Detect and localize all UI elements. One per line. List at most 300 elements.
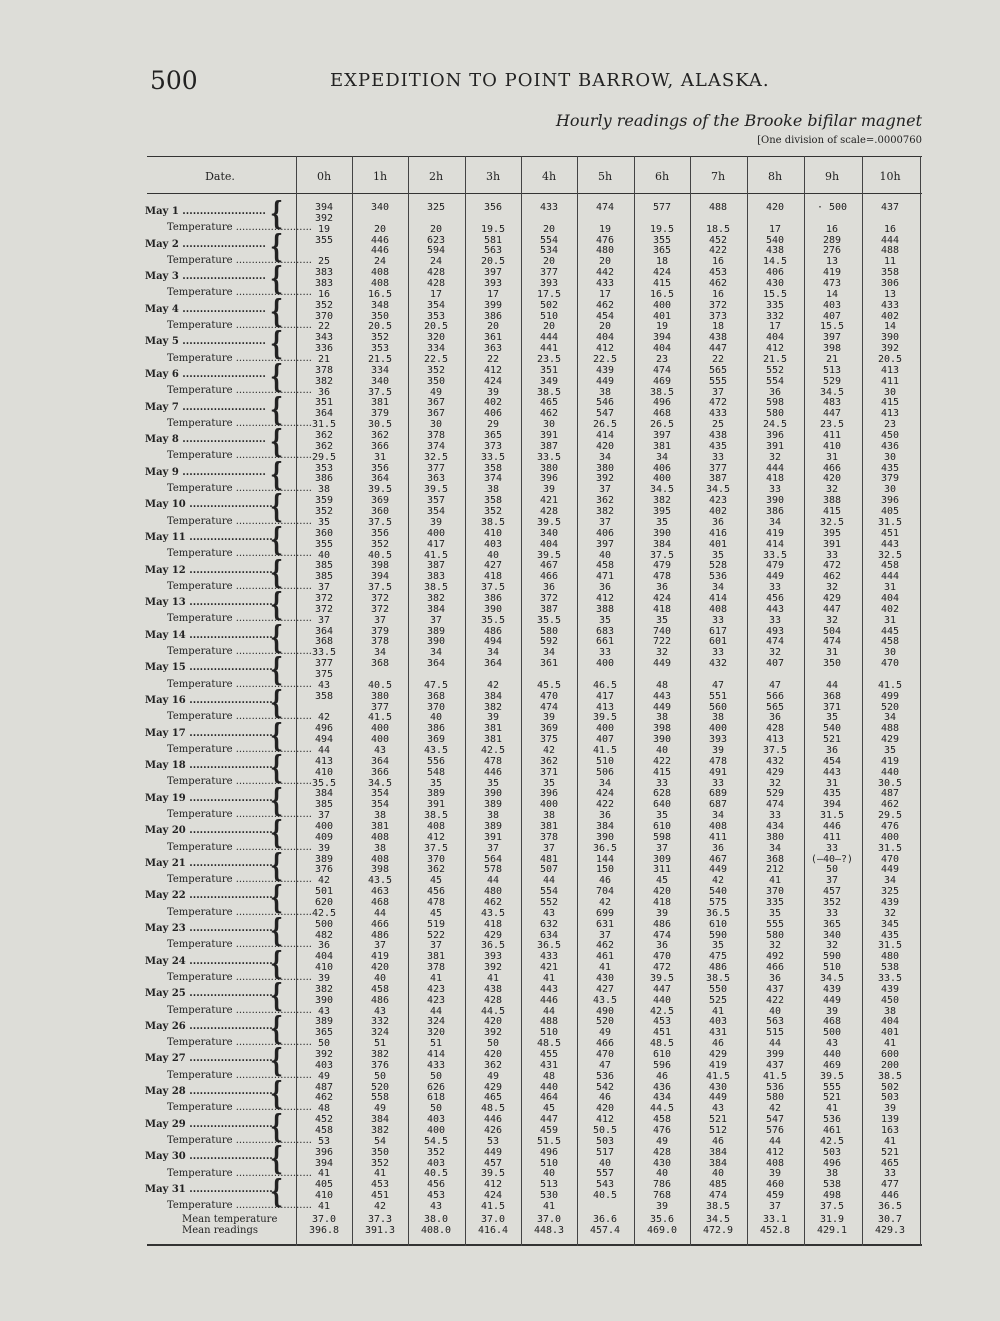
reading-cell: 37	[373, 614, 387, 626]
reading-cell: 49	[317, 1070, 331, 1082]
reading-cell: 386	[483, 592, 503, 604]
reading-cell: 41.5	[877, 679, 903, 691]
reading-cell: 515	[765, 1027, 785, 1039]
reading-cell: 462	[539, 408, 559, 420]
reading-cell: 36	[711, 842, 725, 854]
reading-cell: 407	[765, 658, 785, 670]
brace-glyph: {	[270, 356, 283, 396]
reading-cell: 372	[708, 299, 728, 311]
reading-cell: 363	[483, 343, 503, 355]
reading-cell: 362	[483, 1059, 503, 1071]
reading-cell: 449	[652, 658, 672, 670]
reading-cell: 467	[708, 853, 728, 865]
reading-cell: 415	[652, 766, 672, 778]
reading-cell: 373	[483, 440, 503, 452]
reading-cell: 390	[595, 831, 615, 843]
date-label: May 30 ........................ {	[145, 1139, 283, 1178]
reading-cell: 37.5	[819, 1201, 845, 1213]
reading-cell: 740	[652, 625, 672, 637]
reading-cell: 459	[539, 1125, 559, 1137]
reading-cell: 478	[708, 755, 728, 767]
reading-cell: 488	[880, 723, 900, 735]
reading-cell: 470	[652, 951, 672, 963]
reading-cell: 463	[370, 886, 390, 898]
reading-cell: 391	[765, 440, 785, 452]
brace-glyph: {	[270, 552, 283, 591]
reading-cell: 395	[652, 506, 672, 518]
reading-cell: 471	[595, 571, 615, 583]
reading-cell: 46	[598, 875, 612, 887]
reading-cell: 19.5	[649, 223, 675, 235]
reading-cell: 30	[883, 386, 897, 398]
date-label: May 5 ........................ {	[145, 324, 283, 363]
reading-cell: 462	[483, 897, 503, 908]
reading-cell: 358	[483, 495, 503, 507]
reading-cell: 340	[370, 202, 390, 213]
reading-cell: 414	[595, 430, 615, 442]
reading-cell: 32	[825, 614, 839, 626]
reading-cell: 513	[822, 364, 842, 376]
reading-cell: 402	[483, 397, 503, 409]
reading-cell: 429	[765, 766, 785, 778]
reading-cell: 466	[595, 1038, 615, 1050]
reading-cell: 51.5	[536, 1135, 562, 1147]
reading-cell: 33	[711, 777, 725, 789]
reading-cell: 382	[595, 506, 615, 518]
reading-cell: 34.5	[819, 973, 845, 985]
temperature-label: Temperature ........................	[167, 352, 312, 364]
reading-cell: 434	[765, 820, 785, 832]
reading-cell: 458	[880, 636, 900, 648]
reading-cell: 555	[822, 1081, 842, 1093]
mean-temperature-value: 37.3	[367, 1214, 393, 1225]
reading-cell: 472	[822, 560, 842, 572]
reading-cell: 478	[652, 571, 672, 583]
mean-values	[862, 1214, 918, 1236]
reading-cell: 517	[595, 1146, 615, 1158]
reading-cell: 360	[314, 527, 334, 539]
reading-cell: 41.5	[480, 1201, 506, 1213]
reading-cell: 324	[370, 1027, 390, 1039]
reading-cell: 40	[768, 1005, 782, 1017]
reading-cell: 353	[426, 310, 446, 322]
reading-cell: 320	[426, 332, 446, 344]
reading-cell: 368	[370, 658, 390, 670]
reading-cell: 43.5	[367, 875, 393, 887]
mean-temperature-value: 34.5	[705, 1214, 731, 1225]
reading-cell: 469	[652, 375, 672, 387]
mean-reading-value: 457.4	[589, 1225, 621, 1236]
reading-cell: 576	[765, 1125, 785, 1137]
reading-cell: 470	[539, 690, 559, 702]
reading-cell: 357	[426, 495, 446, 507]
reading-cell: 449	[765, 571, 785, 583]
reading-cell: 37	[598, 929, 612, 941]
reading-cell: 44	[768, 1135, 782, 1147]
reading-cell: 150	[595, 864, 615, 876]
reading-cell: 372	[314, 592, 334, 604]
reading-cell: 408	[426, 820, 446, 832]
reading-cell: 22.5	[423, 354, 449, 366]
reading-cell: 421	[539, 495, 559, 507]
reading-cell: 30	[883, 647, 897, 659]
reading-cell: 34	[598, 451, 612, 463]
reading-cell: 379	[880, 473, 900, 485]
reading-cell: 32	[883, 907, 897, 919]
reading-cell: 474	[539, 701, 559, 713]
reading-cell: 372	[370, 603, 390, 615]
reading-cell: 29	[486, 419, 500, 431]
reading-cell: 369	[539, 723, 559, 735]
reading-cell: 391	[426, 799, 446, 811]
reading-cell: 462	[595, 299, 615, 311]
reading-cell: 503	[880, 1092, 900, 1104]
temperature-label: Temperature ........................	[167, 808, 312, 820]
reading-cell: 361	[539, 658, 559, 670]
reading-cell: 43	[373, 744, 387, 756]
reading-cell: 390	[765, 495, 785, 507]
reading-cell: 36	[317, 386, 331, 398]
reading-cell: 39	[542, 712, 556, 724]
reading-cell: 20.5	[877, 354, 903, 366]
reading-cell: 389	[314, 853, 334, 865]
reading-cell: 44	[486, 875, 500, 887]
reading-cell: 42	[317, 875, 331, 887]
reading-cell: 40	[429, 712, 443, 724]
reading-cell: 437	[765, 1059, 785, 1071]
reading-cell: 45.5	[536, 679, 562, 691]
reading-cell: 377	[370, 701, 390, 713]
reading-cell: 424	[483, 1190, 503, 1202]
reading-cell: 510	[822, 962, 842, 974]
reading-cell: 33.5	[877, 973, 903, 985]
reading-cell: 458	[370, 983, 390, 995]
reading-cell: 529	[822, 375, 842, 387]
reading-cell: 503	[595, 1135, 615, 1147]
reading-cell: 456	[765, 592, 785, 604]
reading-cell: 38	[825, 1168, 839, 1180]
brace-glyph: {	[270, 324, 283, 363]
reading-cell: 42.5	[649, 1005, 675, 1017]
reading-cell: 462	[314, 1092, 334, 1104]
reading-cell: 598	[765, 397, 785, 409]
reading-cell: 415	[880, 397, 900, 409]
reading-cell: 49	[373, 1103, 387, 1115]
reading-cell: 17	[598, 288, 612, 300]
reading-cell: 422	[595, 799, 615, 811]
reading-cell: 530	[539, 1190, 559, 1202]
reading-cell: 351	[314, 397, 334, 409]
reading-cell: 415	[822, 506, 842, 518]
mean-values	[747, 1214, 803, 1236]
brace-glyph: {	[270, 813, 283, 852]
reading-cell: 547	[595, 408, 615, 420]
reading-cell: 309	[652, 853, 672, 865]
reading-cell: 420	[595, 440, 615, 452]
reading-cell: 16	[317, 288, 331, 300]
reading-cell: 41.5	[705, 1070, 731, 1082]
reading-cell: 634	[539, 929, 559, 941]
reading-cell: 440	[539, 1081, 559, 1093]
reading-cell: 44.5	[649, 1103, 675, 1115]
reading-cell: 496	[314, 723, 334, 735]
reading-cell: 35	[429, 777, 443, 789]
reading-cell: 550	[708, 983, 728, 995]
reading-cell: 368	[314, 636, 334, 648]
reading-cell: 362	[370, 430, 390, 442]
reading-cell: 364	[314, 625, 334, 637]
reading-cell: 374	[426, 440, 446, 452]
reading-cell: 41	[825, 1103, 839, 1115]
reading-cell: 392	[880, 343, 900, 355]
reading-cell: 36.5	[877, 1201, 903, 1213]
reading-cell: 507	[539, 864, 559, 876]
reading-cell: 37.5	[423, 842, 449, 854]
reading-cell: 343	[314, 332, 334, 344]
reading-cell: 493	[765, 625, 785, 637]
reading-cell: 34	[711, 810, 725, 822]
reading-cell: 592	[539, 636, 559, 648]
reading-cell: 44	[768, 1038, 782, 1050]
reading-cell: 472	[708, 397, 728, 409]
reading-cell: 37	[317, 582, 331, 594]
date-label: May 25 ........................ {	[145, 976, 283, 1015]
reading-cell: 381	[483, 734, 503, 746]
reading-cell: 381	[370, 820, 390, 832]
reading-cell: 431	[539, 1059, 559, 1071]
reading-cell: 39	[825, 1005, 839, 1017]
reading-cell: 366	[370, 766, 390, 778]
reading-cell: 20.5	[480, 256, 506, 268]
mean-values	[690, 1214, 746, 1236]
reading-cell: 397	[822, 332, 842, 344]
reading-cell: 408	[765, 1157, 785, 1169]
reading-cell: 462	[880, 799, 900, 811]
reading-cell: 403	[426, 1157, 446, 1169]
reading-cell: 276	[822, 245, 842, 257]
reading-cell: 492	[765, 951, 785, 963]
reading-cell: 540	[822, 723, 842, 735]
reading-cell: 577	[652, 202, 672, 213]
reading-cell: 369	[426, 734, 446, 746]
reading-cell: 410	[822, 440, 842, 452]
reading-cell: 354	[426, 506, 446, 518]
reading-cell: 554	[539, 234, 559, 246]
reading-cell: 390	[652, 734, 672, 746]
reading-cell: 394	[314, 1157, 334, 1169]
reading-cell: 43	[429, 1201, 443, 1213]
reading-cell: 377	[314, 658, 334, 670]
reading-cell: 36	[711, 516, 725, 528]
reading-cell: 386	[314, 473, 334, 485]
reading-cell: 598	[652, 831, 672, 843]
reading-cell: 449	[595, 375, 615, 387]
reading-cell: 20	[598, 321, 612, 333]
date-label: May 27 ........................ {	[145, 1041, 283, 1080]
reading-cell: 15.5	[762, 288, 788, 300]
reading-cell: 420	[483, 1016, 503, 1028]
reading-cell: 35	[655, 614, 669, 626]
reading-cell: 356	[370, 527, 390, 539]
reading-cell: 626	[426, 1081, 446, 1093]
reading-cell: 48.5	[649, 1038, 675, 1050]
mean-temperature-value: 37.0	[536, 1214, 562, 1225]
reading-cell: 389	[426, 625, 446, 637]
reading-cell: 42	[598, 897, 612, 908]
column-rule	[920, 156, 921, 1246]
reading-cell: 35	[711, 549, 725, 561]
reading-cell: 414	[765, 538, 785, 550]
reading-cell: 542	[595, 1081, 615, 1093]
brace-glyph: {	[270, 454, 283, 493]
reading-cell: 39.5	[367, 484, 393, 496]
reading-cell: 39	[486, 712, 500, 724]
brace-glyph: {	[270, 291, 283, 330]
reading-cell: 618	[426, 1092, 446, 1104]
reading-cell: 38	[598, 386, 612, 398]
reading-cell: 34	[768, 516, 782, 528]
reading-cell: 437	[765, 983, 785, 995]
reading-cell: 26.5	[649, 419, 675, 431]
reading-cell: 33	[598, 647, 612, 659]
reading-cell: 610	[708, 918, 728, 930]
hour-column-header: 2h	[428, 170, 444, 183]
reading-cell: 32	[825, 484, 839, 496]
reading-cell: 354	[370, 788, 390, 800]
reading-cell: 393	[483, 951, 503, 963]
date-label: May 10 ........................ {	[145, 487, 283, 526]
reading-cell: 354	[426, 299, 446, 311]
reading-cell: 37.5	[367, 386, 393, 398]
table-note: [One division of scale=.0000760	[757, 135, 922, 146]
reading-cell: 404	[652, 343, 672, 355]
reading-cell: 397	[483, 267, 503, 279]
reading-cell: 42	[486, 679, 500, 691]
reading-cell: 25	[711, 419, 725, 431]
reading-cell: 44	[542, 1005, 556, 1017]
reading-cell: 41	[373, 1168, 387, 1180]
brace-glyph: {	[270, 845, 283, 885]
reading-cell: 431	[708, 1027, 728, 1039]
reading-cell: 453	[652, 1016, 672, 1028]
reading-cell: 34.5	[649, 484, 675, 496]
reading-cell: 472	[652, 962, 672, 974]
mean-temperature-value: 31.9	[819, 1214, 845, 1225]
reading-cell: 390	[426, 636, 446, 648]
reading-cell: 42.5	[311, 907, 337, 919]
reading-cell: 48	[655, 679, 669, 691]
reading-cell: 442	[595, 267, 615, 279]
reading-cell: 424	[652, 592, 672, 604]
date-label: May 31 ........................ {	[145, 1171, 283, 1211]
hour-value-column	[634, 204, 690, 1214]
reading-cell: 409	[314, 831, 334, 843]
reading-cell: 596	[652, 1059, 672, 1071]
reading-cell: 43	[711, 1103, 725, 1115]
reading-cell: 404	[880, 1016, 900, 1028]
reading-cell: 460	[765, 1179, 785, 1191]
reading-cell: 358	[314, 690, 334, 702]
reading-cell: 434	[652, 1092, 672, 1104]
reading-cell: 32	[768, 647, 782, 659]
reading-cell: 438	[483, 983, 503, 995]
reading-cell: 362	[595, 495, 615, 507]
reading-cell: 399	[483, 299, 503, 311]
reading-cell: 36.5	[705, 907, 731, 919]
reading-cell: 23.5	[819, 419, 845, 431]
reading-cell: 50	[317, 1038, 331, 1050]
reading-cell: 41	[486, 973, 500, 985]
date-label: May 6 ........................ {	[145, 356, 283, 396]
reading-cell: 408	[370, 278, 390, 290]
reading-cell: 31.5	[877, 940, 903, 952]
hour-value-column	[465, 204, 521, 1214]
date-label: May 1 ........................ {	[145, 193, 283, 233]
reading-cell: 453	[370, 1179, 390, 1191]
reading-cell: 42	[768, 1103, 782, 1115]
reading-cell: 388	[822, 495, 842, 507]
reading-cell: 366	[370, 440, 390, 452]
reading-cell: 428	[426, 267, 446, 279]
reading-cell: 36	[768, 386, 782, 398]
reading-cell: 699	[595, 907, 615, 919]
reading-cell: 362	[426, 864, 446, 876]
temperature-label: Temperature ........................	[167, 1102, 312, 1114]
reading-cell: 35	[883, 744, 897, 756]
reading-cell: 486	[652, 918, 672, 930]
brace-glyph: {	[270, 487, 283, 526]
reading-cell: 49	[429, 386, 443, 398]
reading-cell: 34	[768, 842, 782, 854]
reading-cell: 456	[426, 1179, 446, 1191]
reading-cell: 364	[370, 755, 390, 767]
reading-cell: 399	[765, 1049, 785, 1061]
reading-cell: 358	[483, 462, 503, 474]
date-label: May 3 ........................ {	[145, 258, 283, 298]
reading-cell: 631	[595, 918, 615, 930]
reading-cell: 512	[708, 1125, 728, 1137]
reading-cell: 37	[598, 484, 612, 496]
reading-cell: 402	[708, 506, 728, 518]
reading-cell: 48	[542, 1070, 556, 1082]
reading-cell: 352	[483, 506, 503, 518]
reading-cell: 37	[542, 842, 556, 854]
reading-cell: 406	[765, 267, 785, 279]
reading-cell: 352	[370, 332, 390, 344]
reading-cell: 428	[483, 994, 503, 1006]
brace-glyph: {	[270, 650, 283, 689]
hour-value-column	[747, 204, 803, 1214]
mean-readings-label: Mean readings	[182, 1225, 258, 1236]
date-label: May 9 ........................ {	[145, 454, 283, 493]
reading-cell: 33	[768, 614, 782, 626]
reading-cell: 620	[314, 897, 334, 908]
reading-cell: 384	[708, 1157, 728, 1169]
reading-cell: 41	[711, 1005, 725, 1017]
reading-cell: 47.5	[423, 679, 449, 691]
hour-value-column	[690, 204, 746, 1214]
reading-cell: 163	[880, 1125, 900, 1137]
reading-cell: 372	[314, 603, 334, 615]
reading-cell: 446	[483, 766, 503, 778]
brace-glyph: {	[270, 976, 283, 1015]
reading-cell: 26.5	[592, 419, 618, 431]
reading-cell: 400	[426, 527, 446, 539]
reading-cell: 466	[539, 571, 559, 583]
temperature-label: Temperature ........................	[167, 711, 312, 723]
reading-cell: 435	[708, 440, 728, 452]
date-label: May 20 ........................ {	[145, 813, 283, 852]
